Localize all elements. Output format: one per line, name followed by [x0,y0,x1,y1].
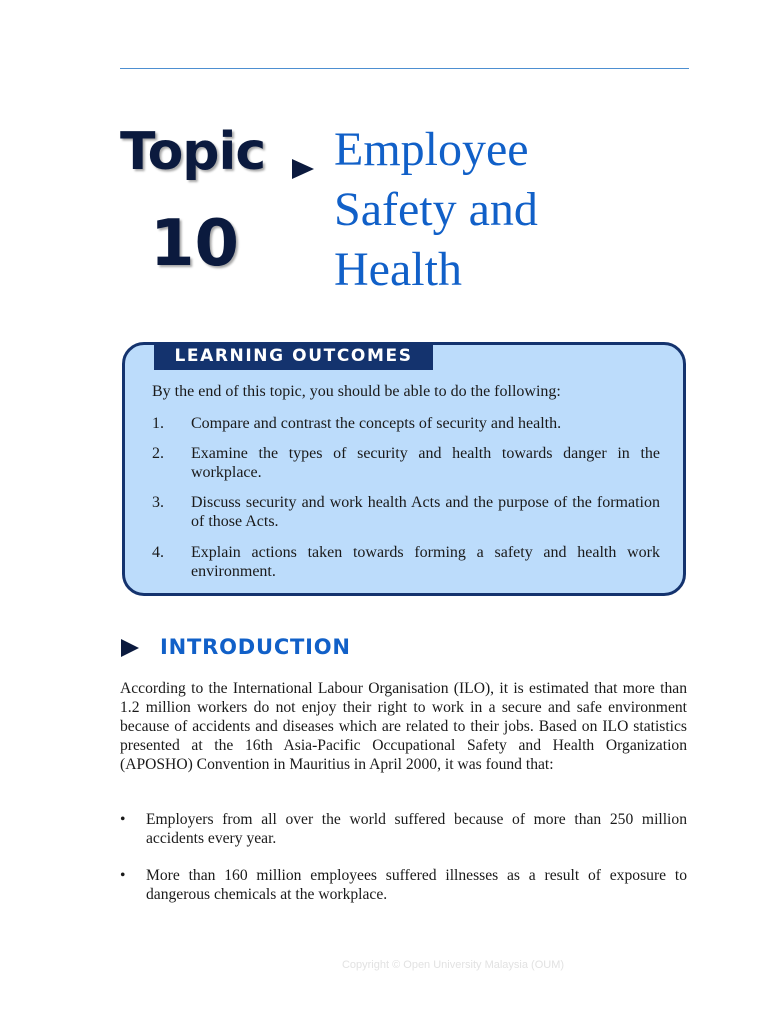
topic-label: Topic [120,122,266,182]
learning-outcome-number: 4. [152,544,164,561]
learning-outcome-number: 2. [152,445,164,462]
learning-outcome-number: 1. [152,415,164,432]
bullet-icon: • [120,867,126,884]
learning-outcomes-label: LEARNING OUTCOMES [154,343,433,370]
learning-outcome-text: Explain actions taken towards forming a safety and health work environment. [191,544,660,580]
section-arrow-icon [120,638,140,658]
chapter-title-line: Safety and [334,183,538,236]
top-rule [120,68,689,69]
section-heading: INTRODUCTION [160,635,351,659]
bullet-text: More than 160 million employees suffered illnesses as a result of exposure to dangerous chemicals at the workplace. [146,867,687,903]
chapter-title-line: Health [334,243,462,296]
bullet-text: Employers from all over the world suffered because of more than 250 million accidents every year. [146,811,687,847]
topic-number: 10 [150,207,240,281]
chapter-title [334,120,694,300]
chapter-title-line: Employee [334,123,529,176]
bullet-icon: • [120,811,126,828]
learning-outcome-text: Discuss security and work health Acts and the purpose of the formation of those Acts. [191,494,660,530]
intro-paragraph: According to the International Labour Organisation (ILO), it is estimated that more than 1.2 million workers do not enjoy their right to work in a secure and safe environment because of accidents and diseases which are related to their jobs. Based on ILO statistics presented at the 16th Asia-Pacific Occupational Safety and Health Organization (APOSHO) Convention in Mauritius in April 2000, it was found that: [120,680,687,773]
learning-outcome-number: 3. [152,494,164,511]
learning-outcome-text: Examine the types of security and health towards danger in the workplace. [191,445,660,481]
copyright-footer: Copyright © Open University Malaysia (OUM) [341,959,565,971]
topic-arrow-icon [290,157,316,181]
learning-outcome-text: Compare and contrast the concepts of security and health. [191,415,562,432]
learning-outcomes-intro: By the end of this topic, you should be able to do the following: [152,383,561,400]
